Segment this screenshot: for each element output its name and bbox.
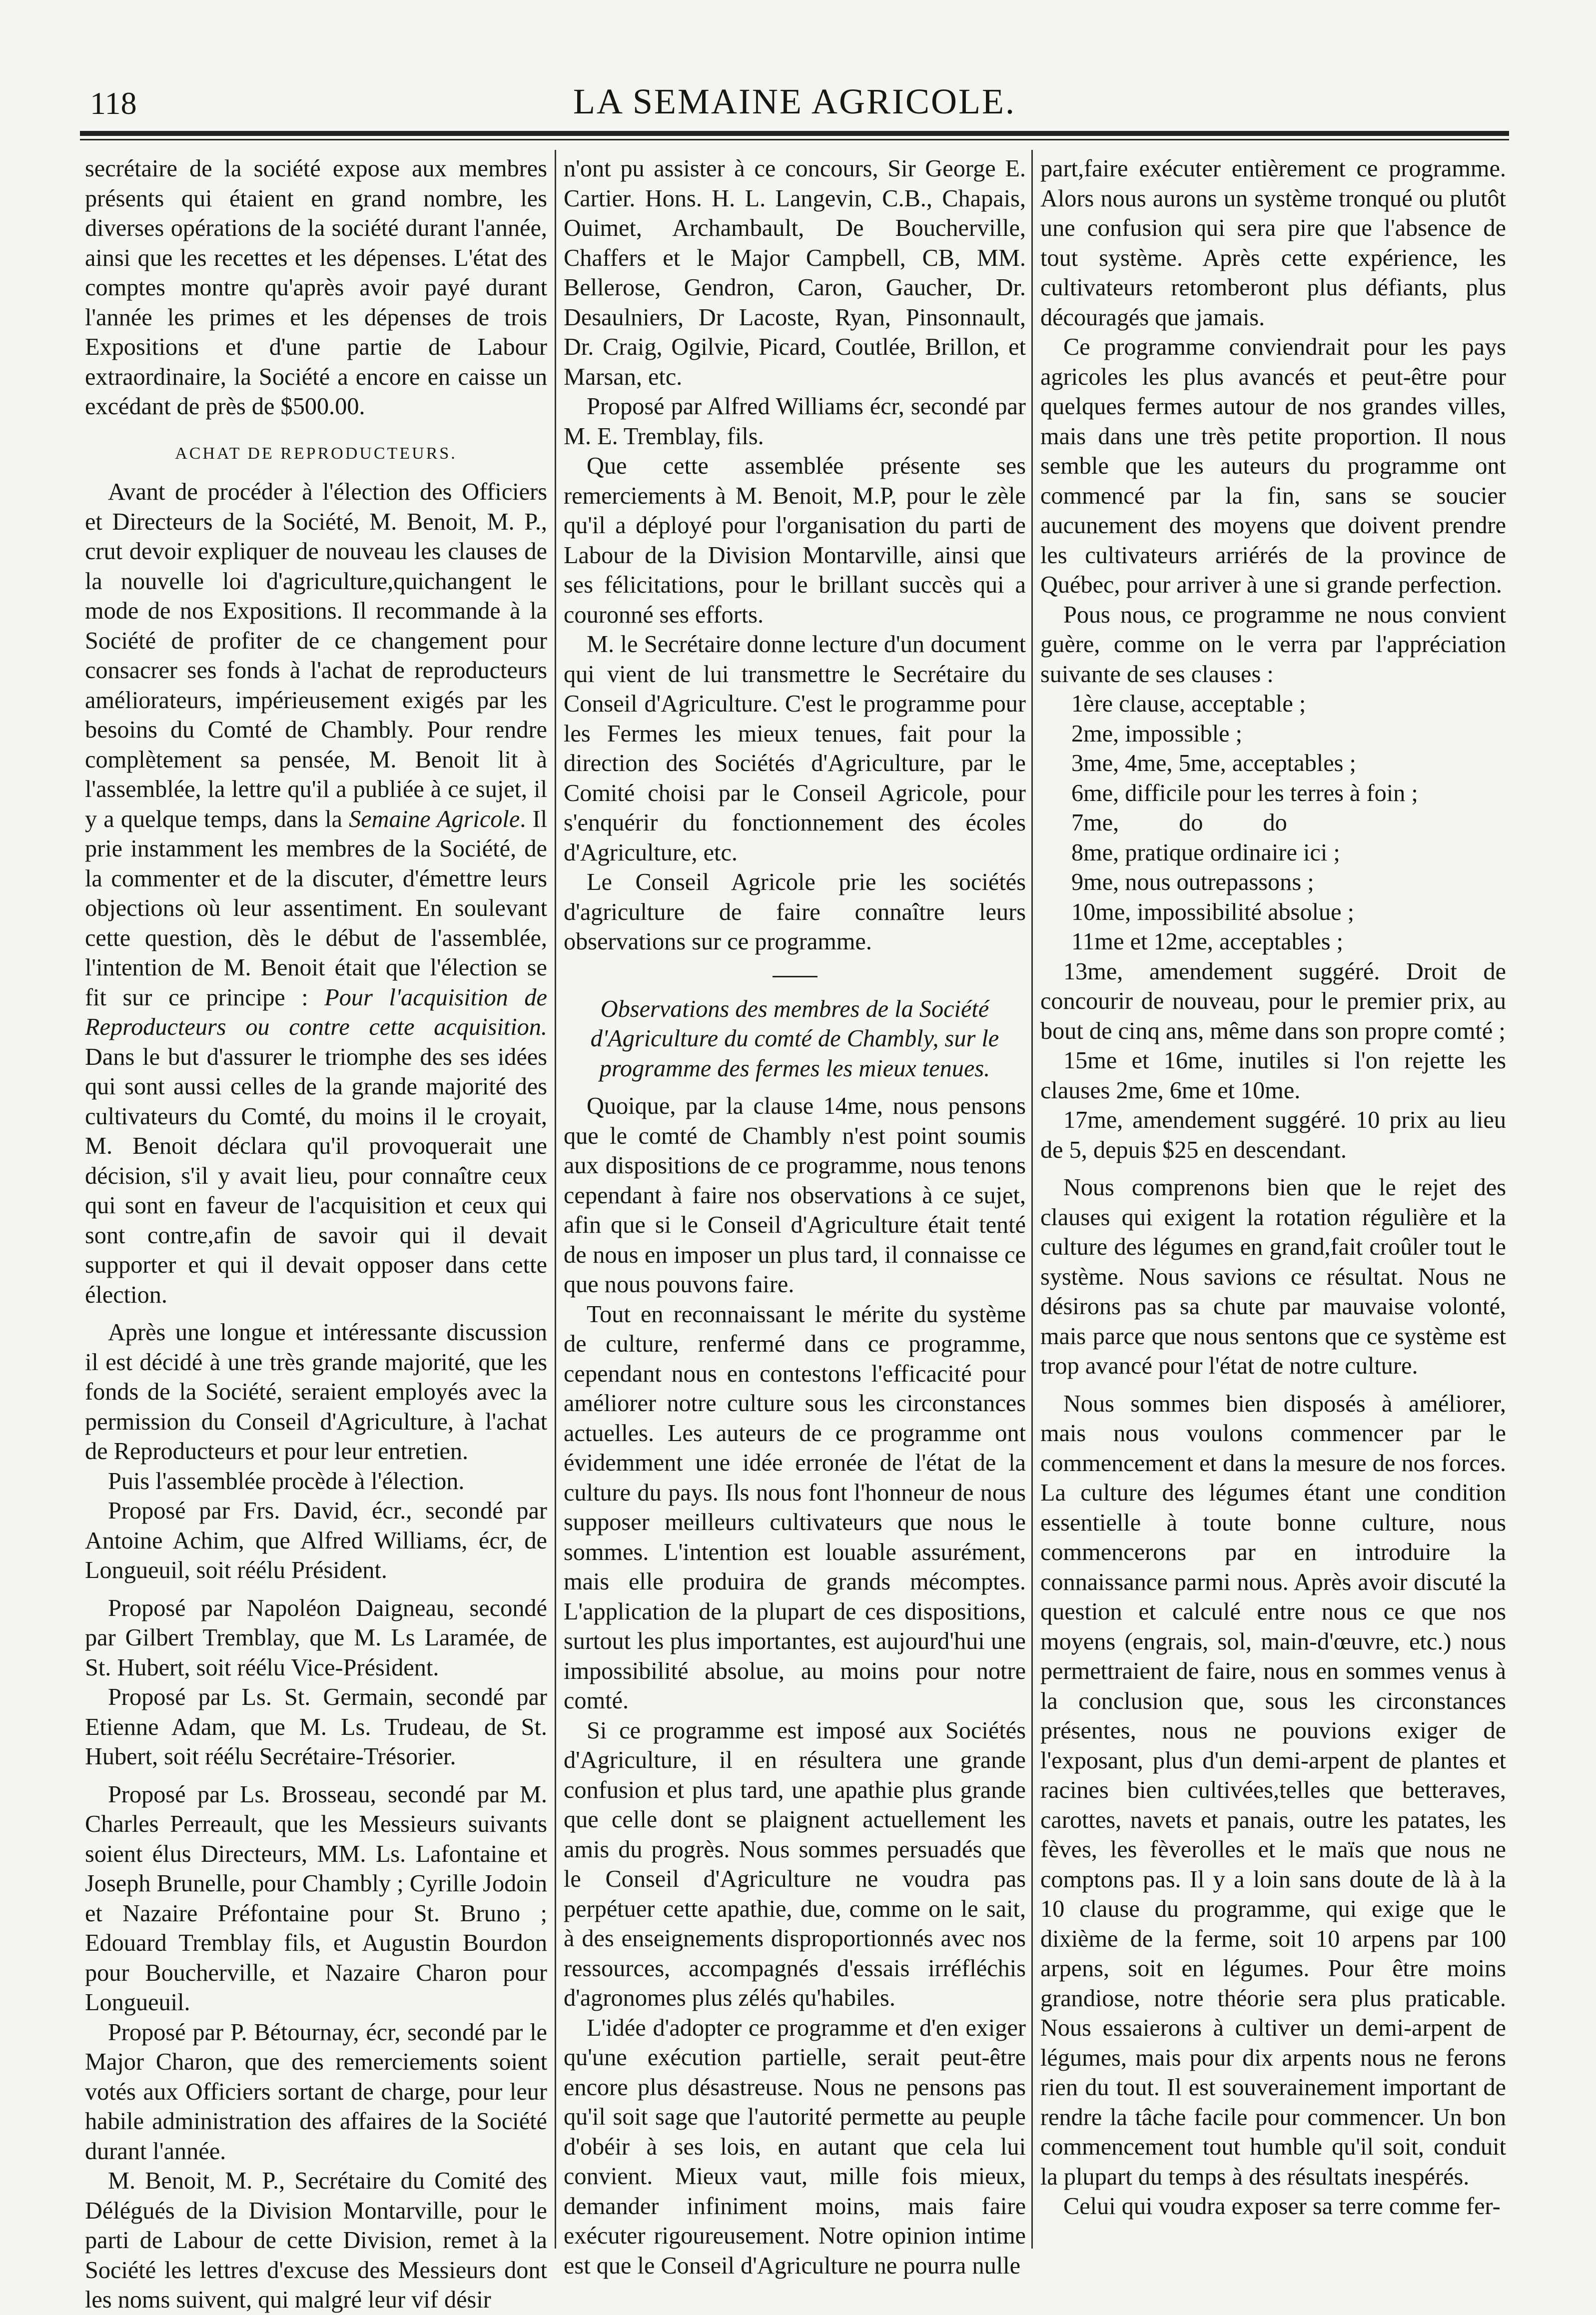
list-item: 9me, nous outrepassons ; [1071, 869, 1314, 895]
paragraph: part,faire exécuter entièrement ce programme. Alors nous aurons un système tronqué ou plutôt une confusion qui sera pire que l'absence de tout système. Après cette expérience, les cultivateurs retomberont plus défiants, plus découragés que jamais. [1040, 155, 1506, 331]
masthead-title: LA SEMAINE AGRICOLE. [573, 81, 1016, 121]
paragraph: Puis l'assemblée procède à l'élection. [108, 1468, 465, 1495]
list-item: 8me, pratique ordinaire ici ; [1071, 839, 1340, 866]
paragraph: Proposé par Alfred Williams écr, secondé par M. E. Tremblay, fils. [564, 393, 1026, 450]
italic-quote: Pour l'acquisition de Reproducteurs ou contre cette acquisition. [85, 984, 547, 1040]
paragraph: Avant de procéder à l'élection des Officiers et Directeurs de la Société, M. Benoit, M. P., crut devoir expliquer de nouveau les clauses de la nouvelle loi d'agriculture,quichangent le mode de nos Expositions. Il recommande à la Société de profiter de ce changement pour consacrer ses fonds à l'achat de reproducteurs améliorateurs, impérieusement exigés par les besoins du Comté de Chambly. Pour rendre complètement sa pensée, M. Benoit lit à l'assemblée, la lettre qu'il a publiée à ce sujet, il y a quelque temps, dans la Semaine Agricole. Il prie instamment les membres de la Société, de la commenter et de la discuter, d'émettre leurs objections où leur assentiment. En soulevant cette question, dès le début de l'assemblée, l'intention de M. Benoit était que l'élection se fit sur ce principe : Pour l'acquisition de Reproducteurs ou contre cette acquisition. Dans le but d'assurer le triomphe des ses idées qui sont aussi celles de la grande majorité des cultivateurs du Comté, du moins il le croyait, M. Benoit déclara qu'il provoquerait une décision, s'il y avait lieu, pour connaître ceux qui sont en faveur de l'acquisition et ceux qui sont contre,afin de savoir qui il devait supporter et qui il devait opposer dans cette élection. [85, 479, 547, 1308]
column-divider [555, 150, 556, 2249]
page-number: 118 [90, 85, 137, 121]
paragraph: Après une longue et intéressante discussion il est décidé à une très grande majorité, que les fonds de la Société, seraient employés avec la permission du Conseil d'Agriculture, à l'achat de Reproducteurs et pour leur entretien. [85, 1319, 547, 1465]
paragraph: Proposé par P. Bétournay, écr, secondé par le Major Charon, que des remerciements soient votés aux Officiers sortant de charge, pour leur habile administration des affaires de la Société durant l'année. [85, 2019, 547, 2165]
observations-heading: Observations des membres de la Société d'Agriculture du comté de Chambly, sur le programme des fermes les mieux tenues. [590, 995, 999, 1082]
list-item: 1ère clause, acceptable ; [1071, 691, 1306, 717]
list-item: 3me, 4me, 5me, acceptables ; [1071, 750, 1356, 776]
paragraph: Nous sommes bien disposés à améliorer, mais nous voulons commencer par le commencement et dans la mesure de nos forces. La culture des légumes étant une condition essentielle à toute bonne culture, nous commencerons par en introduire la connaissance parmi nous. Après avoir discuté la question et calculé entre nous ce que nos moyens (engrais, sol, main-d'œuvre, etc.) nous permettraient de faire, nous en sommes venus à la conclusion que, sous les circonstances présentes, nous ne pouvions exiger de l'exposant, plus d'un demi-arpent de plantes et racines bien cultivées,telles que betteraves, carottes, navets et panais, outre les patates, les fèves, les fèverolles et le maïs que nous ne comptons pas. Il y a loin sans doute de là à la 10 clause du programme, qui exige que le dixième de la ferme, soit 10 arpens par 100 arpens, soit en légumes. Pour être moins grandiose, notre théorie sera plus praticable. Nous essaierons à cultiver un demi-arpent de légumes, mais pour dix arpents nous ne ferons rien du tout. Il est souverainement important de rendre la tâche facile pour commencer. Un bon commencement tout humble qu'il soit, conduit la plupart du temps à des résultats inespérés. [1040, 1390, 1506, 2190]
clause-list [1040, 689, 1506, 957]
paragraph: M. Benoit, M. P., Secrétaire du Comité des Délégués de la Division Montarville, pour le parti de Labour de cette Division, remet à la Société les lettres d'excuse des Messieurs dont les noms suivent, qui malgré leur vif désir [85, 2168, 547, 2313]
column-divider [1031, 150, 1033, 2249]
paragraph: 17me, amendement suggéré. 10 prix au lieu de 5, depuis $25 en descendant. [1040, 1107, 1506, 1163]
paragraph: 15me et 16me, inutiles si l'on rejette les clauses 2me, 6me et 10me. [1040, 1047, 1506, 1104]
header-rule-thin [80, 139, 1509, 140]
page-header [80, 75, 1509, 130]
paragraph: Que cette assemblée présente ses remerciements à M. Benoit, M.P, pour le zèle qu'il a déployé pour l'organisation du parti de Labour de la Division Montarville, ainsi que ses félicitations, pour le brillant succès qui a couronné ses efforts. [564, 453, 1026, 628]
paragraph: Quoique, par la clause 14me, nous pensons que le comté de Chambly n'est point soumis aux dispositions de ce programme, nous tenons cependant à faire nos observations à ce sujet, afin que si le Conseil d'Agriculture était tenté de nous en imposer un plus tard, il connaisse ce que nous pouvons faire. [564, 1093, 1026, 1298]
list-item: 2me, impossible ; [1071, 720, 1243, 747]
paragraph: Proposé par Ls. Brosseau, secondé par M. Charles Perreault, que les Messieurs suivants soient élus Directeurs, MM. Ls. Lafontaine et Joseph Brunelle, pour Chambly ; Cyrille Jodoin et Nazaire Préfontaine pour St. Bruno ; Edouard Tremblay fils, et Augustin Bourdon pour Boucherville, et Nazaire Charon pour Longueuil. [85, 1781, 547, 2016]
section-subheading: ACHAT DE REPRODUCTEURS. [175, 444, 457, 463]
list-item: 10me, impossibilité absolue ; [1071, 898, 1355, 925]
paragraph: Proposé par Frs. David, écr., secondé par Antoine Achim, que Alfred Williams, écr, de Longueuil, soit réélu Président. [85, 1498, 547, 1583]
paragraph: Pous nous, ce programme ne nous convient guère, comme on le verra par l'appréciation suivante de ses clauses : [1040, 601, 1506, 688]
paragraph: Le Conseil Agricole prie les sociétés d'agriculture de faire connaître leurs observations sur ce programme. [564, 869, 1026, 955]
list-item: 7me, do do [1071, 809, 1287, 836]
list-item: 6me, difficile pour les terres à foin ; [1071, 779, 1418, 806]
column-right [1040, 154, 1506, 2248]
paragraph: 13me, amendement suggéré. Droit de concourir de nouveau, pour le premier prix, au bout de cinq ans, même dans son propre comté ; [1040, 958, 1506, 1044]
paragraph: Proposé par Ls. St. Germain, secondé par Etienne Adam, que M. Ls. Trudeau, de St. Hubert, soit réélu Secrétaire-Trésorier. [85, 1684, 547, 1770]
paragraph: L'idée d'adopter ce programme et d'en exiger qu'une exécution partielle, serait peut-être encore plus désastreuse. Nous ne pensons pas qu'il soit sage que l'autorité permette au peuple d'obéir à ses lois, en autant que cela lui convient. Mieux vaut, mille fois mieux, demander infiniment moins, mais faire exécuter rigoureusement. Notre opinion intime est que le Conseil d'Agriculture ne pourra nulle [564, 2014, 1026, 2279]
paragraph: secrétaire de la société expose aux membres présents qui étaient en grand nombre, les diverses opérations de la société durant l'année, ainsi que les recettes et les dépenses. L'état des comptes montre qu'après avoir payé durant l'année les primes et les dépenses de trois Expositions et d'une partie de Labour extraordinaire, la Société a encore en caisse un excédant de près de $500.00. [85, 155, 547, 420]
list-item: 11me et 12me, acceptables ; [1071, 928, 1344, 955]
paragraph: Celui qui voudra exposer sa terre comme fer- [1063, 2193, 1501, 2220]
paragraph: Proposé par Napoléon Daigneau, secondé par Gilbert Tremblay, que M. Ls Laramée, de St. Hubert, soit réélu Vice-Président. [85, 1594, 547, 1681]
paragraph: n'ont pu assister à ce concours, Sir George E. Cartier. Hons. H. L. Langevin, C.B., Chapais, Ouimet, Archambault, De Boucherville, Chaffers et le Major Campbell, CB, MM. Bellerose, Gendron, Caron, Gaucher, Dr. Desaulniers, Dr Lacoste, Ryan, Pinsonnault, Dr. Craig, Ogilvie, Picard, Coutlée, Brillon, et Marsan, etc. [564, 155, 1026, 390]
header-rule-thick [80, 131, 1509, 136]
paragraph: M. le Secrétaire donne lecture d'un document qui vient de lui transmettre le Secrétaire du Conseil d'Agriculture. C'est le programme pour les Fermes les mieux tenues, fait pour la direction des Sociétés d'Agriculture, par le Comité choisi par le Conseil Agricole, pour s'enquérir du fonctionnement des écoles d'Agriculture, etc. [564, 631, 1026, 866]
paragraph: Nous comprenons bien que le rejet des clauses qui exigent la rotation régulière et la culture des légumes en grand,fait croûler tout le système. Nous savions ce résultat. Nous ne désirons pas sa chute par mauvaise volonté, mais parce que nous sentons que ce système est trop avancé pour l'état de notre culture. [1040, 1174, 1506, 1379]
section-separator [773, 976, 817, 977]
paragraph: Si ce programme est imposé aux Sociétés d'Agriculture, il en résultera une grande confusion et plus tard, une apathie plus grande que celle dont se plaignent actuellement les amis du progrès. Nous sommes persuadés que le Conseil d'Agriculture ne voudra pas perpétuer cette apathie, due, comme on le sait, à des enseignements disproportionnés avec nos ressources, accompagnés d'essais irréfléchis d'agronomes plus zélés qu'habiles. [564, 1717, 1026, 2011]
paragraph: Ce programme conviendrait pour les pays agricoles les plus avancés et peut-être pour quelques fermes autour de nos grandes villes, mais dans une très petite proportion. Il nous semble que les auteurs du programme ont commencé par la fin, sans se soucier aucunement des moyens que doivent prendre les cultivateurs arriérés de la province de Québec, pour arriver à une si grande perfection. [1040, 334, 1506, 598]
column-middle [564, 154, 1026, 2279]
column-left [85, 154, 547, 2313]
paragraph: Tout en reconnaissant le mérite du système de culture, renfermé dans ce programme, cependant nous en contestons l'efficacité pour améliorer notre culture sous les circonstances actuelles. Les auteurs de ce programme ont évidemment une idée erronée de l'état de la culture du pays. Ils nous font l'honneur de nous supposer meilleurs cultivateurs que nous le sommes. L'intention est louable assurément, mais elle produira de grands mécomptes. L'application de la plupart de ces dispositions, surtout les plus importantes, est aujourd'hui une impossibilité absolue, au moins pour notre comté. [564, 1301, 1026, 1714]
